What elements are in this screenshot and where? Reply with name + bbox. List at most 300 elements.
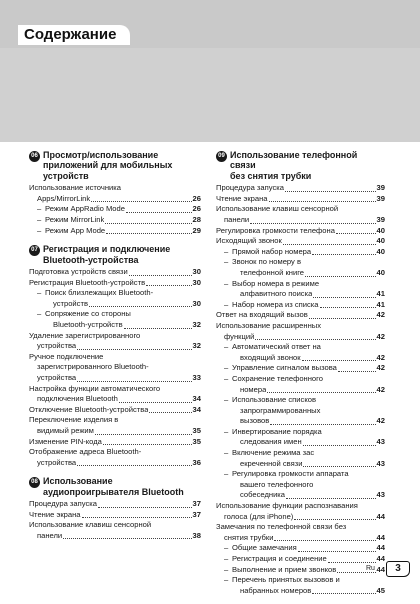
toc-entry (29, 510, 201, 521)
toc-entry (29, 405, 201, 416)
toc-entry-text: Инвертирование порядка (232, 426, 322, 436)
toc-entry (216, 374, 385, 395)
toc-entry-line (216, 512, 385, 523)
bullet-dash: – (224, 278, 229, 288)
toc-entry-line (29, 194, 201, 205)
toc-entry-line (29, 278, 201, 289)
page-ref: 42 (376, 384, 385, 394)
page-ref: 28 (192, 215, 201, 224)
dot-leader (294, 519, 375, 520)
toc-entry-text: Использование источника (29, 183, 121, 193)
dot-leader (149, 412, 191, 413)
toc-entry (29, 415, 201, 436)
bullet-dash: – (37, 215, 42, 224)
toc-entry (29, 183, 201, 204)
bullet-dash: – (224, 246, 229, 256)
toc-entry-line (216, 353, 385, 364)
dot-leader (305, 276, 376, 277)
toc-entry (29, 278, 201, 289)
dot-leader (313, 297, 375, 298)
toc-entry (216, 448, 385, 469)
dot-leader (303, 466, 375, 467)
section-number-badge: 09 (216, 151, 227, 162)
toc-entry-text: Использование клавиш сенсорной (29, 520, 152, 530)
section-title-line: Использование (43, 476, 113, 487)
toc-entry-text: устройств (53, 298, 88, 308)
toc-entry-line (29, 373, 201, 384)
dot-leader (129, 275, 192, 276)
page-ref: 34 (192, 394, 201, 404)
toc-entry (216, 204, 385, 225)
toc-entry-line (216, 226, 385, 237)
toc-entry-line (29, 510, 201, 521)
toc-entry-line (29, 394, 201, 405)
toc-entry-text: Процедура запуска (29, 499, 97, 509)
toc-entry (216, 183, 385, 194)
section-header (216, 150, 385, 181)
page-ref: 45 (376, 585, 385, 595)
page-ref: 39 (376, 183, 385, 193)
toc-entry (216, 554, 385, 565)
toc-entry-line (216, 437, 385, 448)
toc-entry-line (29, 288, 201, 299)
toc-entry (216, 565, 385, 576)
dot-leader (63, 538, 191, 539)
section-number-badge: 07 (29, 245, 40, 256)
language-tag: Ru (366, 565, 375, 572)
toc-entry-line (216, 279, 385, 290)
toc-section (216, 150, 385, 596)
dot-leader (283, 244, 376, 245)
toc-entry (29, 226, 201, 237)
toc-entry-line (216, 565, 385, 576)
toc-entry-line (216, 459, 385, 470)
dot-leader (320, 307, 376, 308)
toc-entry-text: Режим App Mode (45, 225, 106, 235)
toc-entry (216, 236, 385, 247)
dot-leader (336, 233, 376, 234)
toc-entry-line (216, 427, 385, 438)
page-ref: 30 (192, 277, 201, 287)
section-header (29, 476, 201, 497)
bullet-dash: – (224, 426, 229, 436)
toc-entry-text: Автоматический ответ на (232, 342, 321, 352)
toc-entry-line (29, 320, 201, 331)
toc-entry-text: Изменение PIN-кода (29, 436, 102, 446)
toc-entry (216, 543, 385, 554)
bullet-dash: – (224, 299, 229, 309)
dot-leader (146, 285, 191, 286)
dot-leader (89, 306, 192, 307)
toc-entry (216, 469, 385, 501)
toc-entry (29, 447, 201, 468)
dot-leader (298, 551, 376, 552)
page-ref: 44 (376, 554, 385, 563)
page-ref: 39 (376, 215, 385, 224)
toc-entry (216, 300, 385, 311)
toc-entry-text: Выбор номера в режиме (232, 278, 320, 288)
header-band (0, 48, 420, 142)
page-ref: 37 (192, 509, 201, 519)
bullet-dash: – (224, 395, 229, 405)
toc-entry-line (29, 309, 201, 320)
toc-entry-line (216, 395, 385, 406)
toc-entry (29, 331, 201, 352)
bullet-dash: – (224, 564, 229, 574)
toc-entry-text: панели (37, 530, 63, 540)
toc-entry-text: Режим MirrorLink (45, 215, 105, 224)
section-title-line: аудиопроигрывателя Bluetooth (43, 486, 184, 497)
bullet-dash: – (37, 288, 42, 298)
page-ref: 33 (192, 372, 201, 382)
toc-entry-text: Режим AppRadio Mode (45, 204, 125, 214)
toc-entry-text: устройства (37, 341, 77, 351)
toc-entry-line (29, 405, 201, 416)
bullet-dash: – (37, 309, 42, 319)
dot-leader (270, 424, 375, 425)
toc-entry-text: вызовов (240, 416, 270, 426)
page-ref: 30 (192, 267, 201, 276)
toc-entry-line (216, 257, 385, 268)
section-title-line: Bluetooth-устройства (43, 254, 139, 265)
section-title-line: Просмотр/использование (43, 150, 159, 160)
toc-section (29, 150, 201, 236)
dot-leader (119, 402, 192, 403)
toc-entry-text: Звонок по номеру в (232, 257, 301, 267)
bullet-dash: – (224, 342, 229, 352)
toc-entry-text: Ручное подключение (29, 351, 104, 361)
dot-leader (255, 339, 375, 340)
toc-entry-text: устройства (37, 372, 77, 382)
toc-entry-line (216, 533, 385, 544)
toc-entry-text: следования имен (240, 437, 302, 447)
page-ref: 41 (376, 289, 385, 299)
toc-entry-text: снятия трубки (224, 532, 274, 542)
toc-entry-line (29, 341, 201, 352)
dot-leader (91, 201, 191, 202)
page-ref: 35 (192, 436, 201, 446)
toc-entry-text: подключения Bluetooth (37, 394, 118, 404)
toc-entry (216, 247, 385, 258)
toc-entry-line (216, 215, 385, 226)
toc-entry-line (29, 226, 201, 237)
page-ref: 44 (376, 543, 385, 553)
page-ref: 34 (192, 404, 201, 414)
toc-entry (216, 321, 385, 342)
dot-leader (105, 223, 191, 224)
toc-entry-text: набранных номеров (240, 585, 312, 595)
toc-entry-text: Отображение адреса Bluetooth- (29, 447, 142, 457)
section-title (43, 476, 184, 497)
page-ref: 43 (376, 490, 385, 500)
toc-entry-text: телефонной книге (240, 267, 305, 277)
toc-entry-line (216, 363, 385, 374)
toc-entry (29, 215, 201, 226)
page-ref: 37 (192, 499, 201, 509)
toc-entry-text: Включение режима зас (232, 448, 315, 458)
page-ref: 35 (192, 425, 201, 435)
dot-leader (77, 465, 191, 466)
toc-entry-text: запрограммированных (240, 405, 321, 415)
toc-entry (216, 194, 385, 205)
dot-leader (312, 593, 375, 594)
page-ref: 44 (376, 564, 385, 574)
toc-entry (216, 363, 385, 374)
bullet-dash: – (224, 363, 229, 373)
toc-entry-line (216, 448, 385, 459)
toc-entry-text: Чтение экрана (216, 193, 268, 203)
page-ref: 29 (192, 225, 201, 235)
section-header (29, 244, 201, 265)
toc-entry (29, 267, 201, 278)
dot-leader (303, 445, 376, 446)
toc-entry-line (29, 426, 201, 437)
toc-entry-text: Сопряжение со стороны (45, 309, 131, 319)
toc-entry-text: Регистрация и соединение (232, 554, 327, 563)
dot-leader (309, 318, 376, 319)
bullet-dash: – (224, 543, 229, 553)
toc-entry-text: голоса (для iPhone) (224, 511, 294, 521)
toc-entry-text: входящий звонок (240, 352, 301, 362)
toc-entry-text: Удаление зарегистрированного (29, 330, 141, 340)
toc-entry (29, 204, 201, 215)
toc-entry-text: Перечень принятых вызовов и (232, 575, 340, 585)
dot-leader (250, 223, 375, 224)
toc-column-left (29, 150, 201, 549)
bullet-dash: – (37, 204, 42, 214)
page-ref: 26 (192, 193, 201, 203)
toc-entry-text: Использование клавиш сенсорной (216, 204, 339, 214)
page-ref: 40 (376, 225, 385, 235)
toc-entry-text: видимый режим (37, 425, 94, 435)
toc-entry-line (216, 289, 385, 300)
section-title-line: приложений для мобильных (43, 160, 173, 171)
toc-section (29, 244, 201, 468)
toc-entry-line (29, 384, 201, 395)
toc-entry (29, 520, 201, 541)
toc-entry-line (216, 406, 385, 417)
dot-leader (77, 349, 191, 350)
dot-leader (103, 444, 192, 445)
toc-entry-line (216, 543, 385, 554)
toc-entry-line (29, 447, 201, 458)
toc-entry-text: устройства (37, 457, 77, 467)
page-ref: 42 (376, 416, 385, 426)
toc-entry-text: панели (224, 215, 250, 224)
dot-leader (274, 540, 375, 541)
bullet-dash: – (224, 448, 229, 458)
toc-entry (216, 427, 385, 448)
toc-entry-text: Переключение изделия в (29, 415, 119, 425)
dot-leader (77, 381, 191, 382)
toc-entry-line (29, 531, 201, 542)
toc-entry-line (216, 416, 385, 427)
dot-leader (106, 233, 191, 234)
section-header (29, 150, 201, 181)
page-ref: 43 (376, 458, 385, 468)
toc-entry-line (29, 183, 201, 194)
page-ref: 32 (192, 341, 201, 351)
dot-leader (337, 572, 375, 573)
toc-entry-text: алфавитного поиска (240, 289, 313, 299)
page-ref: 44 (376, 532, 385, 542)
toc-entry-text: Ответ на входящий вызов (216, 310, 308, 320)
page-title: Содержание (18, 25, 130, 45)
toc-entry-line (29, 204, 201, 215)
toc-entry-line (216, 490, 385, 501)
page-ref: 42 (376, 331, 385, 341)
toc-entry-line (216, 183, 385, 194)
bullet-dash: – (224, 554, 229, 563)
section-title-line: без снятия трубки (230, 170, 312, 181)
toc-entry-text: зарегистрированного Bluetooth- (37, 362, 149, 372)
toc-entry-text: Прямой набор номера (232, 246, 312, 256)
toc-entry (29, 437, 201, 448)
toc-entry (216, 226, 385, 237)
toc-entry-text: Использование списков (232, 395, 316, 405)
page-ref: 32 (192, 319, 201, 329)
section-title (230, 150, 385, 181)
toc-entry-text: собеседника (240, 490, 286, 500)
toc-entry (216, 575, 385, 596)
toc-entry-line (29, 415, 201, 426)
section-number-badge: 08 (29, 477, 40, 488)
section-title-line: Регистрация и подключение (43, 244, 171, 255)
toc-entry-line (216, 385, 385, 396)
section-title (43, 244, 170, 265)
toc-entry-text: екреченной связи (240, 458, 303, 468)
toc-section (29, 476, 201, 541)
page-ref: 30 (192, 298, 201, 308)
toc-entry-line (216, 374, 385, 385)
toc-entry-line (29, 458, 201, 469)
toc-entry (29, 352, 201, 384)
toc-entry (216, 279, 385, 300)
header-bar (0, 0, 420, 48)
toc-entry-line (216, 194, 385, 205)
toc-entry-line (29, 437, 201, 448)
toc-entry-text: Поиск близлежащих Bluetooth- (45, 288, 154, 298)
toc-entry-text: номера (240, 384, 267, 394)
toc-entry-text: Регулировка громкости аппарата (232, 469, 349, 479)
toc-entry-line (216, 310, 385, 321)
toc-entry-line (216, 342, 385, 353)
toc-column-right (216, 150, 385, 604)
toc-entry-text: Процедура запуска (216, 183, 284, 193)
page-ref: 40 (376, 236, 385, 246)
toc-entry-text: Apps/MirrorLink (37, 193, 91, 203)
toc-entry-text: Использование расширенных (216, 320, 322, 330)
dot-leader (269, 201, 376, 202)
page-ref: 40 (376, 267, 385, 277)
page-ref: 42 (376, 310, 385, 320)
page-ref: 26 (192, 204, 201, 214)
toc-entry-line (29, 299, 201, 310)
toc-entry-text: Регистрация Bluetooth-устройств (29, 277, 146, 287)
page-ref: 40 (376, 246, 385, 256)
toc-entry-text: Чтение экрана (29, 509, 81, 519)
page-ref: 36 (192, 457, 201, 467)
page-ref: 39 (376, 193, 385, 203)
toc-entry-line (216, 522, 385, 533)
dot-leader (312, 254, 375, 255)
toc-entry-text: Общие замечания (232, 543, 297, 553)
toc-entry-text: вашего телефонного (240, 479, 314, 489)
toc-entry (216, 501, 385, 522)
toc-entry-line (216, 501, 385, 512)
toc-entry (216, 342, 385, 363)
dot-leader (95, 434, 192, 435)
toc-entry-line (29, 362, 201, 373)
toc-entry (216, 310, 385, 321)
page-ref: 38 (192, 530, 201, 540)
bullet-dash: – (37, 225, 42, 235)
toc-entry-text: Набор номера из списка (232, 299, 319, 309)
section-title (43, 150, 172, 181)
dot-leader (98, 507, 192, 508)
dot-leader (338, 371, 376, 372)
toc-entry-line (216, 575, 385, 586)
toc-entry-line (216, 268, 385, 279)
toc-entry-line (216, 332, 385, 343)
toc-entry-line (29, 267, 201, 278)
page-ref: 43 (376, 437, 385, 447)
toc-entry-line (29, 352, 201, 363)
toc-entry-text: Bluetooth-устройств (53, 319, 123, 329)
section-number-badge: 06 (29, 151, 40, 162)
toc-entry (29, 309, 201, 330)
bullet-dash: – (224, 373, 229, 383)
section-title-line: устройств (43, 170, 89, 181)
toc-entry-line (216, 236, 385, 247)
toc-entry (216, 257, 385, 278)
toc-entry-line (216, 300, 385, 311)
toc-entry-line (216, 247, 385, 258)
toc-entry-line (29, 499, 201, 510)
toc-entry-text: Отключение Bluetooth-устройства (29, 404, 149, 414)
toc-entry-line (216, 554, 385, 565)
toc-entry-line (216, 480, 385, 491)
toc-entry-text: Регулировка громкости телефона (216, 225, 335, 235)
page-ref: 42 (376, 363, 385, 373)
toc-entry (216, 522, 385, 543)
toc-entry-text: Настройка функции автоматического (29, 383, 161, 393)
toc-entry (29, 499, 201, 510)
toc-entry-line (216, 469, 385, 480)
toc-entry (29, 384, 201, 405)
toc-entry-text: Сохранение телефонного (232, 373, 323, 383)
page-ref: 42 (376, 352, 385, 362)
toc-entry-text: Выполнение и прием звонков (232, 564, 337, 574)
toc-entry-text: Использование функции распознавания (216, 501, 358, 511)
toc-entry-line (29, 331, 201, 342)
toc-entry-text: Исходящий звонок (216, 236, 282, 246)
bullet-dash: – (224, 469, 229, 479)
dot-leader (302, 360, 376, 361)
dot-leader (82, 517, 192, 518)
toc-entry-text: Управление сигналом вызова (232, 363, 337, 373)
dot-leader (124, 328, 192, 329)
dot-leader (328, 562, 376, 563)
page-number: 3 (386, 561, 410, 577)
toc-entry-line (29, 215, 201, 226)
toc-entry (216, 395, 385, 427)
toc-entry-line (216, 204, 385, 215)
dot-leader (286, 498, 376, 499)
toc-entry-text: Замечания по телефонной связи без (216, 522, 347, 532)
toc-entry (29, 288, 201, 309)
toc-entry-line (216, 321, 385, 332)
